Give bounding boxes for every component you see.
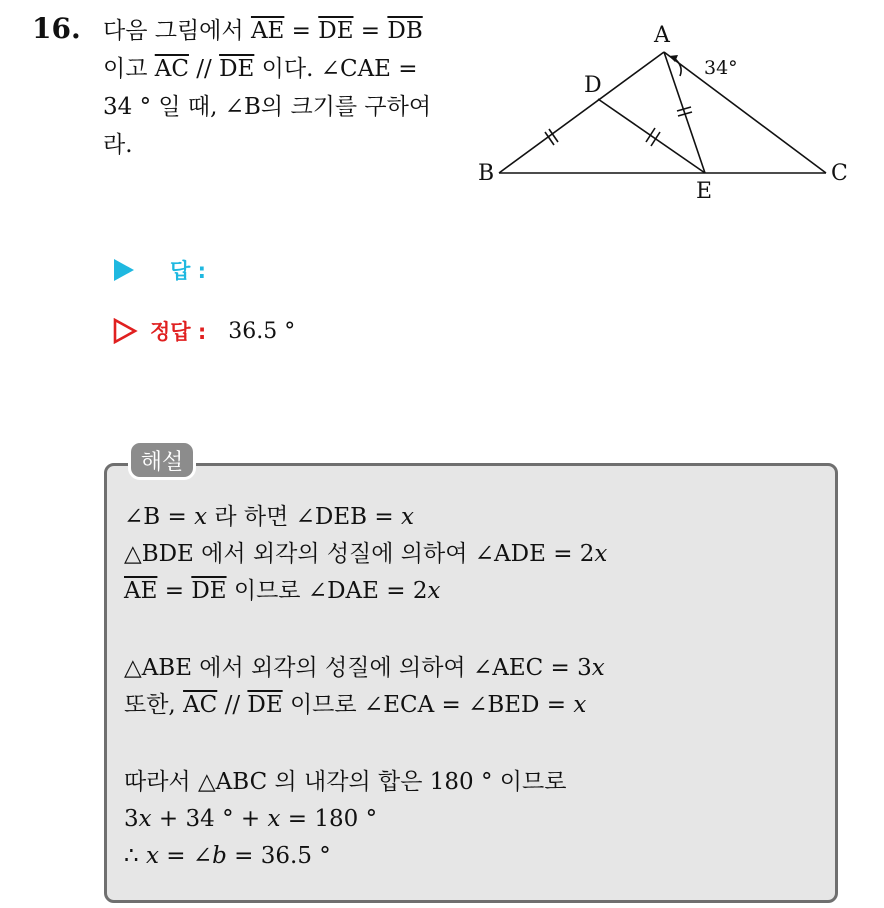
- correct-answer-row: [112, 316, 295, 346]
- play-icon: [112, 258, 136, 282]
- solution-line: △ABE 에서 외각의 성질에 의하여 ∠AEC = 3x: [124, 655, 605, 681]
- segment-de: [598, 99, 705, 173]
- outline-play-icon: [112, 318, 138, 344]
- solution-line: $\overline{AE} = \overline{DE}$ 이므로 ∠DAE = 2x: [124, 578, 441, 604]
- solution-tab: 해설: [128, 440, 196, 480]
- problem-line: 다음 그림에서 $\overline{AE} = \overline{DE} = \overline{DB}$: [103, 18, 423, 44]
- problem-statement: [103, 12, 453, 164]
- angle-label: 34°: [704, 57, 738, 79]
- label-a: A: [654, 23, 670, 48]
- solution-line: ∴ x = ∠b = 36.5 °: [124, 843, 331, 869]
- answer-row: [112, 255, 206, 285]
- solution-line: 따라서 △ABC 의 내각의 합은 180 ° 이므로: [124, 769, 567, 795]
- solution-gap: [124, 610, 824, 650]
- correct-answer-value: 36.5 °: [228, 318, 296, 344]
- problem-line: 이고 $\overline{AC} // \overline{DE}$ 이다. ∠CAE =: [103, 56, 418, 82]
- solution-line: ∠B = x 라 하면 ∠DEB = x: [124, 504, 414, 530]
- side-ab: [499, 52, 664, 173]
- solution-line: 또한, $\overline{AC} // \overline{DE}$ 이므로 ∠ECA = ∠BED = x: [124, 692, 587, 718]
- problem-number: 16.: [32, 12, 81, 45]
- problem-line: 34 ° 일 때, ∠B의 크기를 구하여: [103, 94, 432, 120]
- label-e: E: [696, 179, 713, 204]
- label-b: B: [478, 161, 495, 186]
- solution-line: 3x + 34 ° + x = 180 °: [124, 806, 378, 832]
- solution-line: △BDE 에서 외각의 성질에 의하여 ∠ADE = 2x: [124, 541, 608, 567]
- problem-line: 라.: [103, 132, 133, 158]
- solution-lines: [124, 499, 824, 875]
- label-d: D: [584, 73, 602, 98]
- tick-de-1: [646, 128, 655, 142]
- segment-ae: [664, 52, 705, 173]
- tick-de-2: [651, 132, 660, 146]
- triangle-figure: [470, 18, 870, 208]
- answer-label: 답 :: [170, 259, 206, 283]
- solution-gap: [124, 724, 824, 764]
- correct-answer-label: 정답 :: [150, 320, 207, 344]
- label-c: C: [831, 161, 848, 186]
